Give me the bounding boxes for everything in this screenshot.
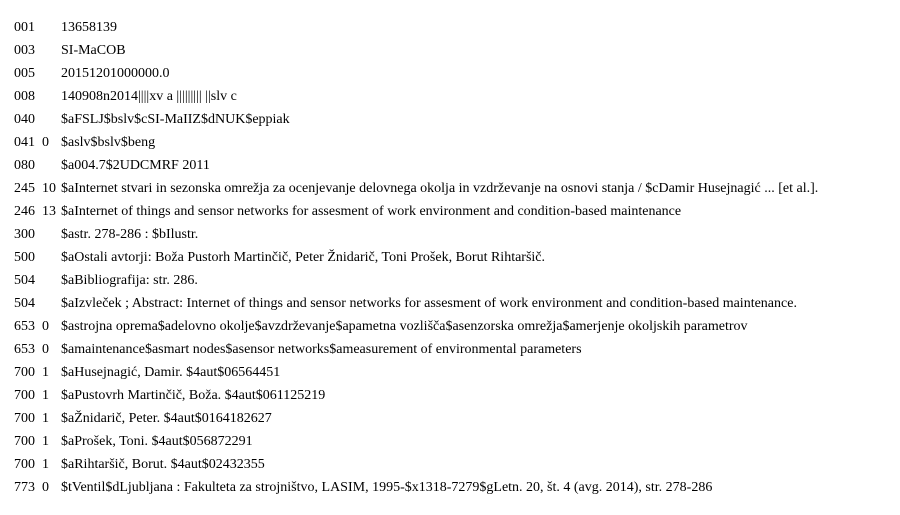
marc-field-041 [0,133,900,156]
field-value: $astr. 278-286 : $bIlustr. [61,227,199,242]
field-tag: 008 [14,89,35,104]
marc-field-300 [0,225,900,248]
marc-field-653 [0,317,900,340]
marc-field-005 [0,64,900,87]
field-tag: 700 [14,411,35,426]
field-value: $aFSLJ$bslv$cSI-MaIIZ$dNUK$eppiak [61,112,290,127]
marc-field-500 [0,248,900,271]
field-indicators: 1 [42,457,49,472]
field-tag: 500 [14,250,35,265]
marc-field-700 [0,455,900,478]
field-indicators: 1 [42,411,49,426]
field-value: $aProšek, Toni. $4aut$056872291 [61,434,253,449]
field-tag: 041 [14,135,35,150]
field-indicators: 0 [42,342,49,357]
marc-field-504 [0,294,900,317]
field-indicators: 10 [42,181,56,196]
field-indicators: 0 [42,135,49,150]
field-value: $aOstali avtorji: Boža Pustorh Martinčič, Peter Žnidarič, Toni Prošek, Borut Rihtaršič. [61,250,546,265]
field-tag: 504 [14,273,35,288]
field-value: $aBibliografija: str. 286. [61,273,198,288]
marc-field-003 [0,41,900,64]
marc-record [0,18,900,501]
marc-field-001 [0,18,900,41]
field-tag: 653 [14,319,35,334]
field-value: $aIzvleček ; Abstract: Internet of things and sensor networks for assesment of work environment and condition-based maintenance. [61,296,797,311]
marc-field-700 [0,363,900,386]
field-tag: 300 [14,227,35,242]
field-tag: 001 [14,20,35,35]
field-tag: 700 [14,457,35,472]
field-indicators: 0 [42,480,49,495]
field-indicators: 1 [42,388,49,403]
field-value: SI-MaCOB [61,43,126,58]
field-tag: 080 [14,158,35,173]
field-value: $aRihtaršič, Borut. $4aut$02432355 [61,457,265,472]
field-indicators: 1 [42,365,49,380]
field-tag: 773 [14,480,35,495]
marc-field-040 [0,110,900,133]
marc-field-008 [0,87,900,110]
field-value: $aInternet stvari in sezonska omrežja za ocenjevanje delovnega okolja in vzdrževanje na osnovi stanja / $cDamir Husejnagić ... [et al.]. [61,181,819,196]
field-indicators: 0 [42,319,49,334]
field-value: 13658139 [61,20,117,35]
field-value: $aPustovrh Martinčič, Boža. $4aut$061125219 [61,388,326,403]
field-tag: 700 [14,365,35,380]
field-tag: 245 [14,181,35,196]
field-tag: 246 [14,204,35,219]
marc-field-773 [0,478,900,501]
field-value: $aInternet of things and sensor networks for assesment of work environment and condition-based maintenance [61,204,682,219]
field-tag: 653 [14,342,35,357]
field-value: $astrojna oprema$adelovno okolje$avzdrževanje$apametna vozlišča$asenzorska omrežja$amerjenje okoljskih parametrov [61,319,748,334]
marc-field-700 [0,386,900,409]
marc-field-245 [0,179,900,202]
marc-field-700 [0,409,900,432]
marc-field-246 [0,202,900,225]
marc-field-504 [0,271,900,294]
field-tag: 700 [14,434,35,449]
field-value: $aslv$bslv$beng [61,135,156,150]
field-value: $aŽnidarič, Peter. $4aut$0164182627 [61,411,272,426]
field-value: $aHusejnagić, Damir. $4aut$06564451 [61,365,281,380]
marc-field-653 [0,340,900,363]
field-value: $amaintenance$asmart nodes$asensor networks$ameasurement of environmental parameters [61,342,582,357]
field-value: 140908n2014||||xv a ||||||||| ||slv c [61,89,237,104]
field-tag: 003 [14,43,35,58]
marc-field-080 [0,156,900,179]
field-tag: 700 [14,388,35,403]
field-indicators: 13 [42,204,56,219]
field-tag: 504 [14,296,35,311]
field-value: $a004.7$2UDCMRF 2011 [61,158,210,173]
marc-field-700 [0,432,900,455]
field-indicators: 1 [42,434,49,449]
field-tag: 040 [14,112,35,127]
field-value: 20151201000000.0 [61,66,170,81]
field-tag: 005 [14,66,35,81]
field-value: $tVentil$dLjubljana : Fakulteta za strojništvo, LASIM, 1995-$x1318-7279$gLetn. 20, št. 4 (avg. 2014), str. 278-286 [61,480,713,495]
